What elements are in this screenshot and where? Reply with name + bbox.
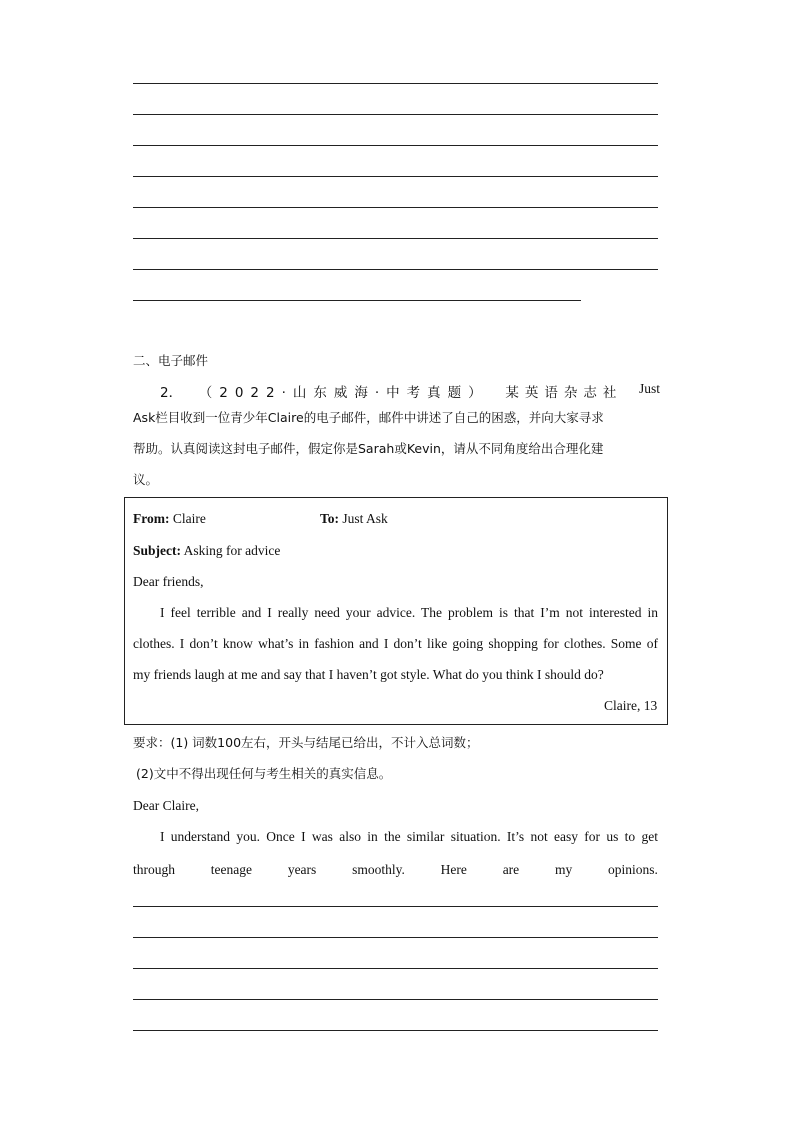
question-source: （2022·山东威海·中考真题） [198,385,489,401]
email-subject [133,544,280,558]
answer-line [133,83,658,84]
email-subject-label: Subject: [133,543,181,558]
answer-line [133,269,658,270]
question-intro-line1 [160,381,660,401]
reply-word: my [554,862,573,877]
reply-line2 [133,862,658,878]
answer-line [133,968,658,969]
reply-line1: I understand you. Once I was also in the similar situation. It’s not easy for us to get [160,829,658,844]
reply-word: through [133,862,175,877]
reply-word: teenage [210,862,253,877]
email-to [320,512,388,526]
answer-line [133,207,658,208]
reply-word: years [287,862,317,877]
requirement-line1: 要求：(1) 词数100左右，开头与结尾已给出，不计入总词数； [133,735,479,750]
question-number: 2． [160,385,183,401]
answer-line [133,176,658,177]
email-from [133,512,206,526]
question-intro-just: Just [638,381,660,396]
email-subject-value: Asking for advice [183,543,281,558]
answer-line [133,937,658,938]
email-body-line3: my friends laugh at me and say that I haven’t got style. What do you think I should do? [133,667,604,682]
email-body-line1: I feel terrible and I really need your advice. The problem is that I’m not interested in [160,605,658,620]
reply-word: are [502,862,520,877]
answer-line [133,906,658,907]
email-to-value: Just Ask [342,511,388,526]
question-intro-tail: 某英语杂志社 [505,385,623,401]
reply-word: Here [440,862,467,877]
question-intro-line2: Ask栏目收到一位青少年Claire的电子邮件，邮件中讲述了自己的困惑，并向大家寻求 [133,410,604,425]
requirement-line2: (2)文中不得出现任何与考生相关的真实信息。 [136,766,392,781]
answer-line [133,1030,658,1031]
reply-word: opinions. [608,862,658,877]
answer-line [133,114,658,115]
email-from-value: Claire [172,511,206,526]
question-intro-line4: 议。 [133,472,159,487]
email-from-label: From: [133,511,170,526]
email-greeting: Dear friends, [133,574,204,589]
email-body-line2: clothes. I don’t know what’s in fashion and I don’t like going shopping for clothes. Some of [133,636,658,651]
answer-line [133,999,658,1000]
answer-line [133,238,658,239]
reply-word: smoothly. [352,862,405,877]
reply-greeting: Dear Claire, [133,798,199,813]
email-signature: Claire, 13 [604,698,658,713]
email-to-label: To: [320,511,340,526]
section-heading: 二、电子邮件 [133,353,209,368]
question-intro-line3: 帮助。认真阅读这封电子邮件，假定你是Sarah或Kevin，请从不同角度给出合理化建 [133,441,604,456]
answer-line-last [133,300,581,301]
answer-line [133,145,658,146]
